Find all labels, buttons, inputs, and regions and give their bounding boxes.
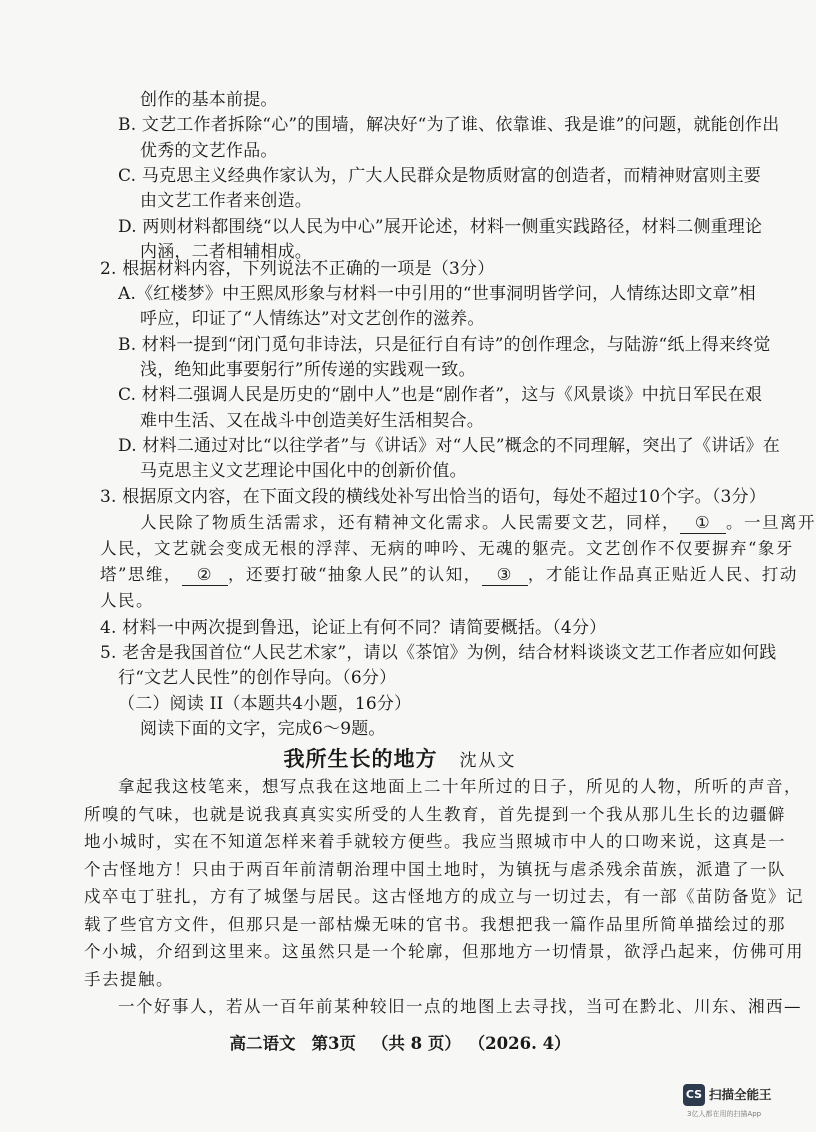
article-line: 载了些官方文件，但那只是一部枯燥无味的官书。我想把我一篇作品里所简单描绘过的那 [84,914,786,934]
article-author: 沈从文 [459,751,517,771]
q3-text: ，还要打破“抽象人民”的认知， [227,565,482,584]
article-line: 戍卒屯丁驻扎，方有了城堡与居民。这古怪地方的成立与一切过去，有一部《苗防备览》记 [84,887,804,906]
section-heading: （二）阅读 II（本题共4小题，16分） [118,694,412,714]
q5-stem-continuation: 行“文艺人民性”的创作导向。（6分） [118,668,397,688]
article-line: 地小城时，实在不知道怎样来着手就较方便些。我应当照城市中人的口吻来说，这真是一 [84,832,786,851]
article-header [0,743,800,773]
q2-stem: 2. 根据材料内容，下列说法不正确的一项是（3分） [100,259,495,279]
article-line: 拿起我这枝笔来，想写点我在这地面上二十年所过的日子，所见的人物，所听的声音， [118,777,802,796]
q2-option-b: B. 材料一提到“闭门觅句非诗法，只是征行自有诗”的创作理念，与陆游“纸上得来终觉 [118,335,771,355]
q3-passage-line-4: 人民。 [100,591,154,610]
q3-stem: 3. 根据原文内容，在下面文段的横线处补写出恰当的语句，每处不超过10个字。（3分） [100,487,766,507]
scanner-watermark [683,1082,793,1124]
q1-option-b-continuation: 优秀的文艺作品。 [140,141,278,161]
q3-passage-line-3 [100,563,798,587]
q2-option-b-continuation: 浅，绝知此事要躬行”所传递的实践观一致。 [140,360,476,380]
camscanner-logo-icon: CS [683,1084,705,1106]
q1-option-c-continuation: 由文艺工作者来创造。 [140,191,312,211]
article-line: 个古怪地方！只由于两百年前清朝治理中国土地时，为镇抚与虐杀残余苗族，派遣了一队 [84,859,786,879]
q3-blank-1: ① [680,513,726,534]
q1-option-b: B. 文艺工作者拆除“心”的围墙，解决好“为了谁、依靠谁、我是谁”的问题，就能创作出 [118,115,780,135]
q3-text: ，才能让作品真正贴近人民、打动 [527,565,798,584]
q1-option-a-continuation: 创作的基本前提。 [140,90,278,110]
q5-stem: 5. 老舍是我国首位“人民艺术家”，请以《茶馆》为例，结合材料谈谈文艺工作者应如何践 [100,643,777,663]
article-title: 我所生长的地方 [283,747,438,771]
article-line: 个小城，介绍到这里来。这虽然只是一个轮廓，但那地方一切情景，欲浮凸起来，仿佛可用 [84,942,804,961]
q1-option-c: C. 马克思主义经典作家认为，广大人民群众是物质财富的创造者，而精神财富则主要 [118,166,762,186]
q3-passage-line-1 [140,511,816,535]
q3-text: 人民除了物质生活需求，还有精神文化需求。人民需要文艺，同样， [140,513,680,532]
q3-blank-2: ② [182,565,228,586]
footer-subject: 高二语文 [229,1034,296,1053]
q1-option-d-continuation: 内涵，二者相辅相成。 [140,242,312,262]
q2-option-d-continuation: 马克思主义文艺理论中国化中的创新价值。 [140,461,467,481]
article-line: 一个好事人，若从一百年前某种较旧一点的地图上去寻找，当可在黔北、川东、湘西— [118,997,802,1016]
footer-page: 第3页 [311,1034,356,1053]
section-instruction: 阅读下面的文字，完成6～9题。 [140,719,386,739]
q3-passage-line-2: 人民，文艺就会变成无根的浮萍、无病的呻吟、无魂的躯壳。文艺创作不仅要摒弃“象牙 [100,539,794,558]
q3-blank-3: ③ [482,565,528,586]
q4-stem: 4. 材料一中两次提到鲁迅，论证上有何不同？请简要概括。（4分） [100,618,607,638]
page-footer [0,1030,800,1054]
q3-text: 塔”思维， [100,565,182,584]
watermark-tagline: 3亿人都在用的扫描App [687,1110,762,1118]
q2-option-c-continuation: 难中生活、又在战斗中创造美好生活相契合。 [140,411,484,431]
q1-option-d: D. 两则材料都围绕“以人民为中心”展开论述，材料一侧重实践路径，材料二侧重理论 [118,217,763,237]
q2-option-a-continuation: 呼应，印证了“人情练达”对文艺创作的滋养。 [140,309,485,329]
q2-option-a: A.《红楼梦》中王熙凤形象与材料一中引用的“世事洞明皆学问，人情练达即文章”相 [118,284,756,304]
q2-option-c: C. 材料二强调人民是历史的“剧中人”也是“剧作者”，这与《风景谈》中抗日军民在艰 [118,385,763,405]
footer-date: （2026. 4） [476,1034,571,1053]
article-line: 所嗅的气味，也就是说我真真实实所受的人生教育，首先提到一个我从那儿生长的边疆僻 [84,804,786,824]
q3-text: 。一旦离开 [726,513,816,532]
footer-total: （共 8 页） [371,1034,461,1053]
watermark-app-name: 扫描全能王 [709,1087,772,1102]
article-line: 手去提触。 [84,969,174,989]
q2-option-d: D. 材料二通过对比“以往学者”与《讲话》对“人民”概念的不同理解，突出了《讲话》在 [118,436,780,456]
